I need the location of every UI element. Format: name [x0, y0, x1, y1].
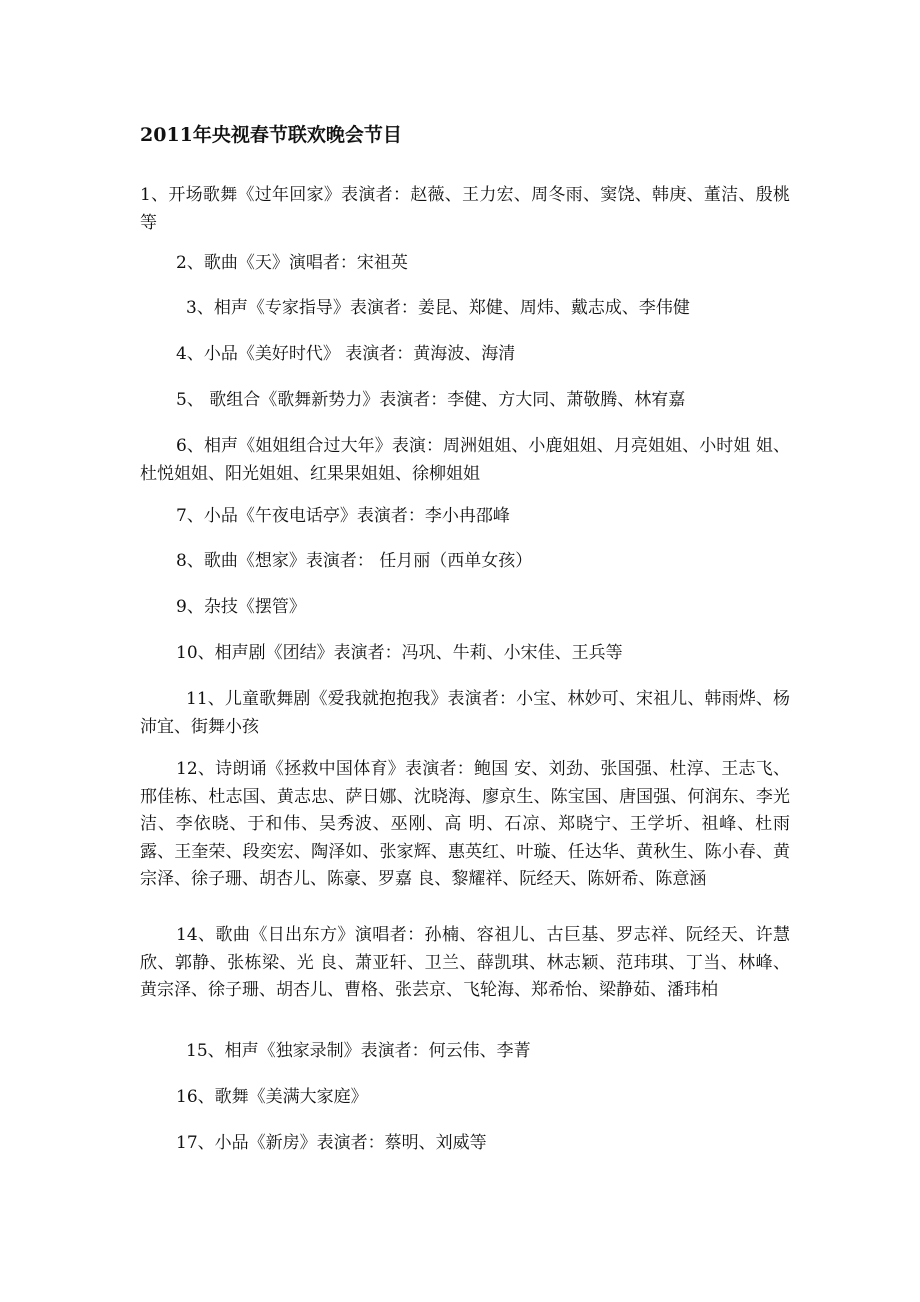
program-item-15: 15、相声《独家录制》表演者：何云伟、李菁 [186, 1041, 531, 1061]
program-item-14: 14、歌曲《日出东方》演唱者：孙楠、容祖儿、古巨基、罗志祥、阮经天、许慧欣、郭静、张栋梁、光 良、萧亚轩、卫兰、薛凯琪、林志颖、范玮琪、丁当、林峰、黄宗泽、徐子珊、胡杏儿、曹格、张芸京、飞轮海、郑希怡、梁静茹、潘玮柏 [140, 925, 790, 1000]
program-item-4: 4、小品《美好时代》 表演者：黄海波、海清 [176, 344, 516, 364]
program-item-8: 8、歌曲《想家》表演者： 任月丽（西单女孩） [176, 551, 533, 571]
program-item-5: 5、 歌组合《歌舞新势力》表演者：李健、方大同、萧敬腾、林宥嘉 [176, 390, 686, 410]
page-title: 2011年央视春节联欢晚会节目 [140, 124, 402, 146]
program-item-9: 9、杂技《摆管》 [176, 597, 306, 617]
program-item-17: 17、小品《新房》表演者：蔡明、刘威等 [176, 1133, 487, 1153]
program-item-2: 2、歌曲《天》演唱者：宋祖英 [176, 253, 408, 273]
program-item-10: 10、相声剧《团结》表演者：冯巩、牛莉、小宋佳、王兵等 [176, 643, 623, 663]
program-item-11: 11、儿童歌舞剧《爱我就抱抱我》表演者：小宝、林妙可、宋祖儿、韩雨烨、杨沛宜、街舞小孩 [140, 689, 790, 737]
program-item-1: 1、开场歌舞《过年回家》表演者：赵薇、王力宏、周冬雨、窦饶、韩庚、董洁、殷桃等 [140, 185, 790, 233]
program-item-7: 7、小品《午夜电话亭》表演者：李小冉邵峰 [176, 506, 510, 526]
program-item-16: 16、歌舞《美满大家庭》 [176, 1087, 368, 1107]
program-item-3: 3、相声《专家指导》表演者：姜昆、郑健、周炜、戴志成、李伟健 [186, 298, 690, 318]
program-item-12: 12、诗朗诵《拯救中国体育》表演者：鲍国 安、刘劲、张国强、杜淳、王志飞、邢佳栋、杜志国、黄志忠、萨日娜、沈晓海、廖京生、陈宝国、唐国强、何润东、李光洁、李依晓、于和伟、吴秀波、巫刚、高 明、石凉、郑晓宁、王学圻、祖峰、杜雨露、王奎荣、段奕宏、陶泽如、张家辉、惠英红、叶璇、任达华、黄秋生、陈小春、黄宗泽、徐子珊、胡杏儿、陈豪、罗嘉 良、黎耀祥、阮经天、陈妍希、陈意涵 [140, 759, 790, 889]
program-item-6: 6、相声《姐姐组合过大年》表演：周洲姐姐、小鹿姐姐、月亮姐姐、小时姐 姐、杜悦姐姐、阳光姐姐、红果果姐姐、徐柳姐姐 [140, 436, 790, 484]
